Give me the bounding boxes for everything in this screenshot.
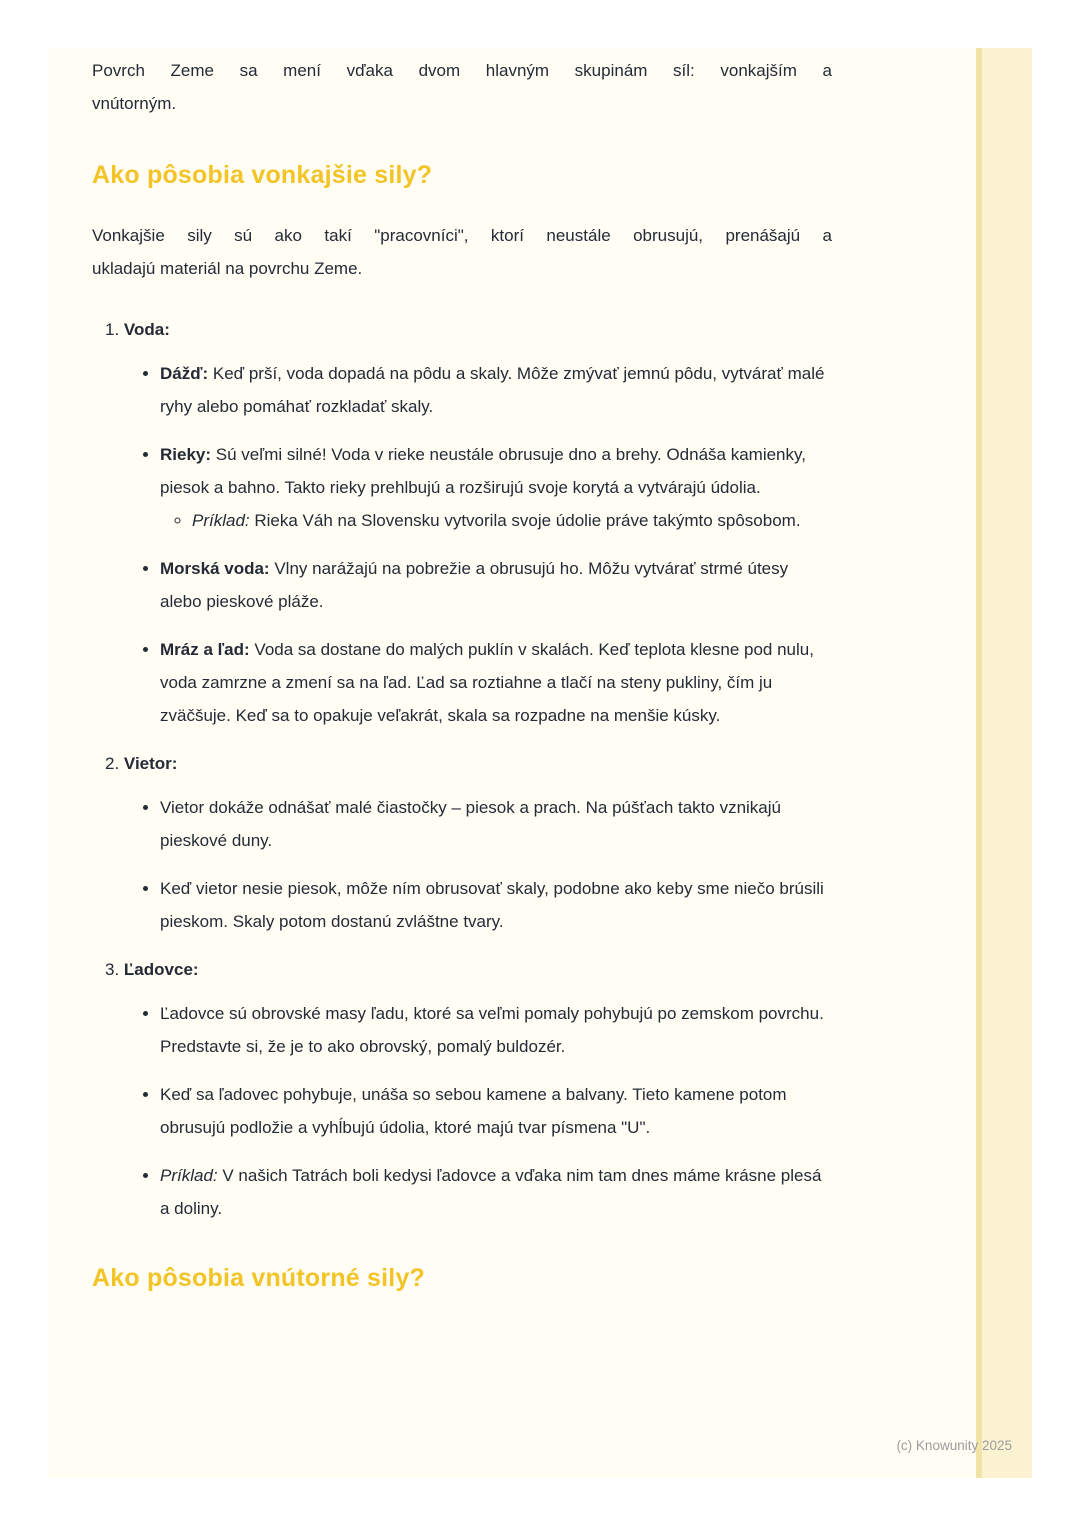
copyright-note: (c) Knowunity 2025 — [896, 1438, 1012, 1453]
bullet-ladovce-udolia — [160, 1078, 826, 1144]
intro-paragraph — [92, 54, 832, 120]
heading-internal-forces: Ako pôsobia vnútorné sily? — [92, 1264, 426, 1292]
bullet-lead-italic: Príklad: — [160, 1166, 218, 1185]
external-intro-line-1: Vonkajšie sily sú ako takí "pracovníci", ktorí neustále obrusujú, prenášajú a — [92, 226, 832, 245]
bullet-priklad-tatry — [160, 1159, 826, 1225]
list-item-voda — [92, 313, 832, 732]
list-title: Voda: — [123, 320, 170, 339]
vietor-bullets — [92, 791, 832, 938]
bullet-vietor-duny — [160, 791, 826, 857]
bullet-text: Voda sa dostane do malých puklín v skalách. Keď teplota klesne pod nulu, voda zamrzne a zmení sa na ľad. Ľad sa roztiahne a tlačí na steny pukliny, čím ju zväčšuje. Keď sa to opakuje veľakrát, skala sa rozpadne na menšie kúsky. — [160, 640, 814, 725]
bullet-lead: Rieky: — [160, 445, 212, 464]
bullet-text: Vlny narážajú na pobrežie a obrusujú ho. Môžu vytvárať strmé útesy alebo pieskové pláže. — [160, 559, 789, 611]
voda-bullets — [92, 357, 832, 732]
rieky-sub-bullets — [160, 504, 826, 537]
bullet-rieky — [160, 438, 826, 537]
list-item-ladovce-title — [92, 953, 832, 986]
notes-card — [48, 48, 1032, 1478]
list-item-ladovce — [92, 953, 832, 1225]
bullet-morska-voda — [160, 552, 826, 618]
sub-bullet-text: Rieka Váh na Slovensku vytvorila svoje údolie práve takýmto spôsobom. — [254, 511, 801, 530]
list-item-vietor-title — [92, 747, 832, 780]
bullet-text: V našich Tatrách boli kedysi ľadovce a vďaka nim tam dnes máme krásne plesá a doliny. — [160, 1166, 822, 1218]
bullet-lead: Mráz a ľad: — [160, 640, 250, 659]
intro-line-2: vnútorným. — [92, 94, 177, 113]
intro-line-1: Povrch Zeme sa mení vďaka dvom hlavným skupinám síl: vonkajším a — [92, 61, 832, 80]
bullet-vietor-obrusovanie — [160, 872, 826, 938]
list-number: 1. — [105, 320, 120, 339]
ladovce-bullets — [92, 997, 832, 1225]
list-item-vietor — [92, 747, 832, 938]
sub-bullet-lead: Príklad: — [192, 511, 250, 530]
sub-bullet-priklad-vah — [192, 504, 826, 537]
bullet-text: Vietor dokáže odnášať malé čiastočky – piesok a prach. Na púšťach takto vznikajú pieskové duny. — [160, 798, 781, 850]
bullet-lead: Morská voda: — [160, 559, 270, 578]
bullet-text: Ľadovce sú obrovské masy ľadu, ktoré sa veľmi pomaly pohybujú po zemskom povrchu. Predstavte si, že je to ako obrovský, pomalý buldozér. — [160, 1004, 824, 1056]
bullet-text: Keď vietor nesie piesok, môže ním obrusovať skaly, podobne ako keby sme niečo brúsili pieskom. Skaly potom dostanú zvláštne tvary. — [160, 879, 824, 931]
bullet-dazd — [160, 357, 826, 423]
external-forces-list — [92, 313, 832, 1225]
heading-external-forces: Ako pôsobia vonkajšie sily? — [92, 161, 433, 189]
external-intro-line-2: ukladajú materiál na povrchu Zeme. — [92, 259, 363, 278]
bullet-text: Keď sa ľadovec pohybuje, unáša so sebou kamene a balvany. Tieto kamene potom obrusujú podložie a vyhĺbujú údolia, ktoré majú tvar písmena "U". — [160, 1085, 787, 1137]
list-title: Vietor: — [123, 754, 178, 773]
notes-content — [48, 48, 832, 1294]
bullet-text: Keď prší, voda dopadá na pôdu a skaly. Môže zmývať jemnú pôdu, vytvárať malé ryhy alebo pomáhať rozkladať skaly. — [160, 364, 825, 416]
bullet-text: Sú veľmi silné! Voda v rieke neustále obrusuje dno a brehy. Odnáša kamienky, piesok a bahno. Takto rieky prehlbujú a rozširujú svoje korytá a vytvárajú údolia. — [160, 445, 806, 497]
list-number: 2. — [105, 754, 120, 773]
external-forces-intro — [92, 219, 832, 285]
list-item-voda-title — [92, 313, 832, 346]
bullet-lead: Dážď: — [160, 364, 209, 383]
page-edge-stripe — [976, 48, 1032, 1478]
list-title: Ľadovce: — [123, 960, 199, 979]
list-number: 3. — [105, 960, 120, 979]
bullet-ladovce-masy — [160, 997, 826, 1063]
bullet-mraz-a-lad — [160, 633, 826, 732]
